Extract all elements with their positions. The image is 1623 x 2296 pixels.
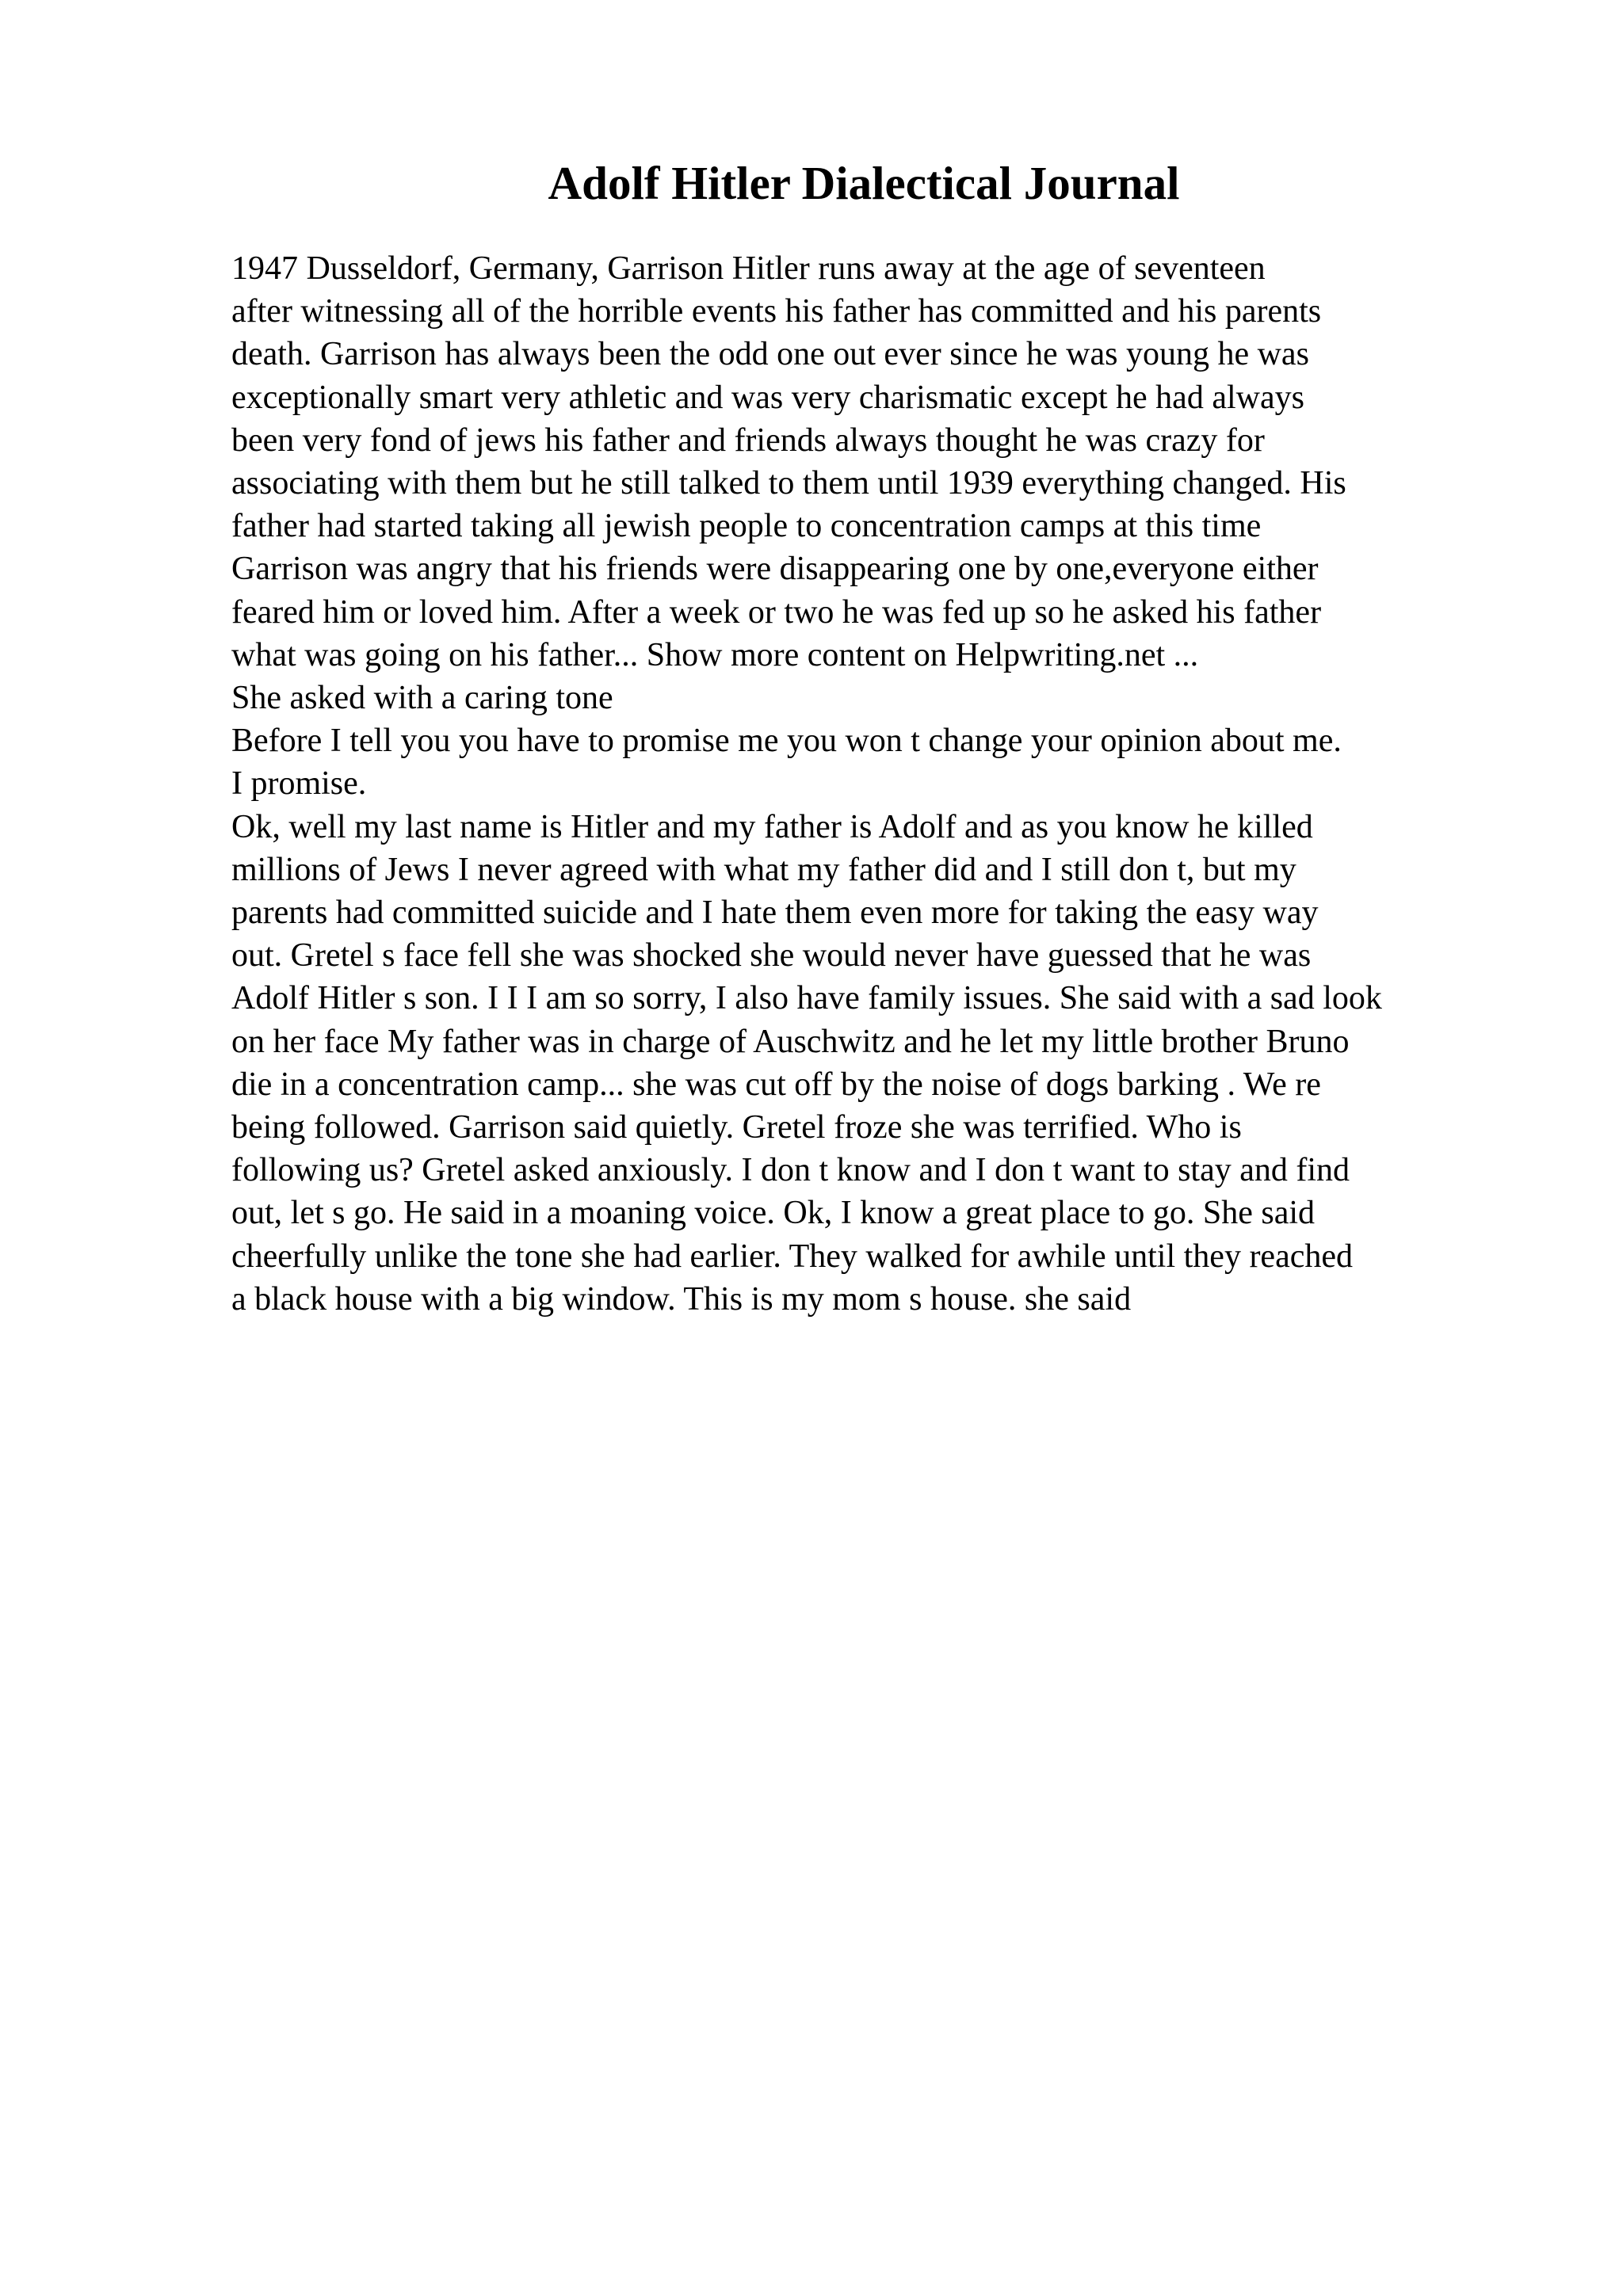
body-line: father had started taking all jewish people to concentration camps at this time: [231, 508, 1262, 545]
body-line: She asked with a caring tone: [231, 680, 613, 717]
body-line: parents had committed suicide and I hate them even more for taking the easy way: [231, 894, 1319, 932]
body-line: feared him or loved him. After a week or two he was fed up so he asked his father: [231, 593, 1322, 631]
body-line: cheerfully unlike the tone she had earlier. They walked for awhile until they reached: [231, 1238, 1353, 1275]
body-line: out, let s go. He said in a moaning voice. Ok, I know a great place to go. She said: [231, 1195, 1316, 1232]
document-body: [231, 247, 1594, 1321]
body-line: following us? Gretel asked anxiously. I don t know and I don t want to stay and find: [231, 1152, 1350, 1189]
body-line: after witnessing all of the horrible events his father has committed and his parents: [231, 293, 1322, 330]
body-line: out. Gretel s face fell she was shocked she would never have guessed that he was: [231, 937, 1312, 974]
body-line: exceptionally smart very athletic and was very charismatic except he had always: [231, 379, 1304, 416]
body-line: I promise.: [231, 765, 367, 803]
body-line: Garrison was angry that his friends were disappearing one by one,everyone either: [231, 551, 1319, 588]
body-line: 1947 Dusseldorf, Germany, Garrison Hitler runs away at the age of seventeen: [231, 250, 1266, 287]
body-line: Ok, well my last name is Hitler and my father is Adolf and as you know he killed: [231, 808, 1313, 845]
body-line: a black house with a big window. This is my mom s house. she said: [231, 1280, 1132, 1318]
body-line: what was going on his father... Show more content on Helpwriting.net ...: [231, 636, 1199, 673]
body-line: millions of Jews I never agreed with what my father did and I still don t, but my: [231, 851, 1296, 888]
body-line: death. Garrison has always been the odd one out ever since he was young he was: [231, 336, 1309, 373]
body-line: being followed. Garrison said quietly. Gretel froze she was terrified. Who is: [231, 1109, 1242, 1146]
body-line: associating with them but he still talked to them until 1939 everything changed. His: [231, 465, 1346, 502]
body-line: Adolf Hitler s son. I I I am so sorry, I also have family issues. She said with a sad look: [231, 980, 1382, 1017]
body-line: been very fond of jews his father and friends always thought he was crazy for: [231, 421, 1265, 459]
body-line: on her face My father was in charge of Auschwitz and he let my little brother Bruno: [231, 1023, 1350, 1060]
body-line: die in a concentration camp... she was cut off by the noise of dogs barking . We re: [231, 1066, 1321, 1103]
body-line: Before I tell you you have to promise me you won t change your opinion about me.: [231, 723, 1342, 760]
document-title: Adolf Hitler Dialectical Journal: [548, 157, 1180, 209]
